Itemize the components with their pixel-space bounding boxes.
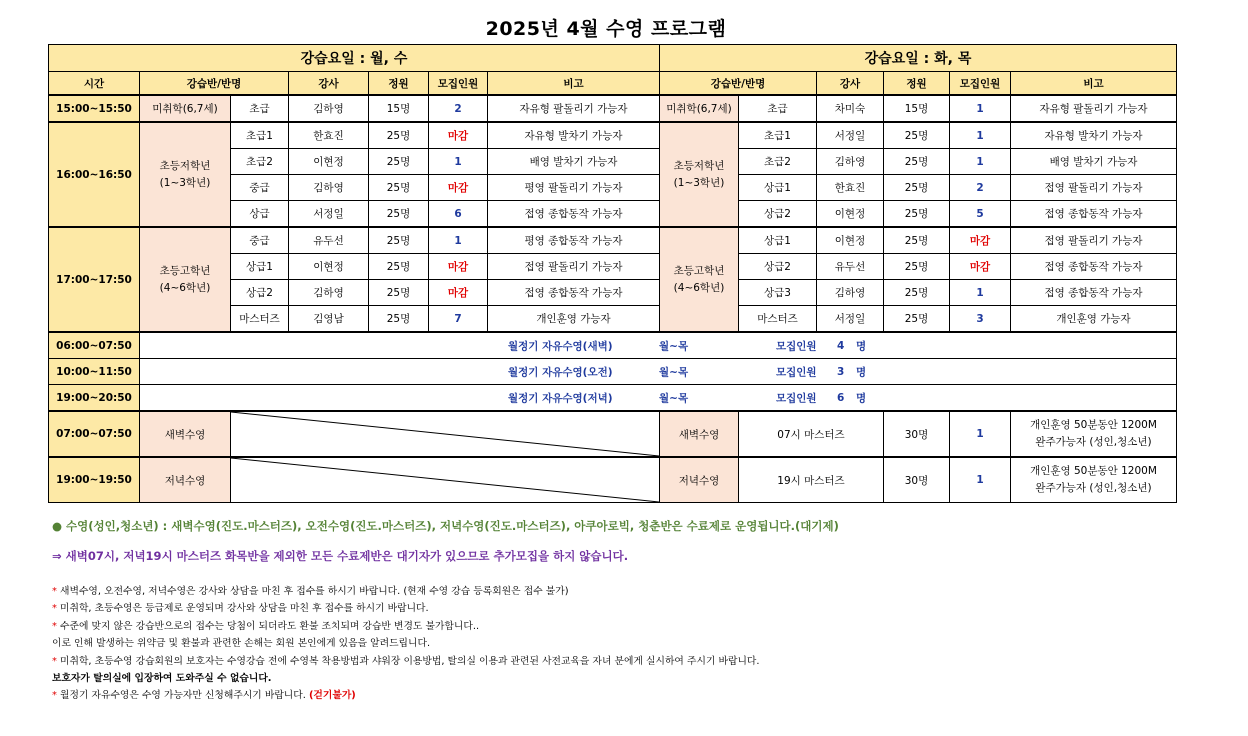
col-class-right: 강습반/반명	[660, 72, 817, 96]
free-swim-name: 월정기 자유수영(저녁)	[508, 392, 613, 404]
openings-cell: 3	[950, 306, 1011, 333]
openings-cell: 1	[950, 411, 1011, 457]
free-swim-name: 월정기 자유수영(새벽)	[508, 340, 613, 352]
note-line: 완주가능자 (성인,청소년)	[1035, 482, 1152, 494]
page-title: 2025년 4월 수영 프로그램	[485, 18, 727, 40]
free-swim-name: 월정기 자유수영(오전)	[508, 366, 613, 378]
free-swim-row	[49, 359, 1177, 385]
free-swim-count: 3	[837, 365, 845, 378]
note-item: * 미취학, 초등수영 강습회원의 보호자는 수영강습 전에 수영복 착용방법과 샤워장 이용방법, 탈의실 이용과 관련된 사전교육을 자녀 분에게 실시하여 주시기 바랍니다.	[52, 655, 760, 667]
note-cell: 접영 종합동작 가능자	[488, 201, 660, 228]
instructor-cell: 서정일	[817, 122, 884, 149]
capacity-cell: 25명	[884, 175, 950, 201]
note-cell: 접영 팔돌리기 가능자	[1011, 175, 1177, 201]
capacity-cell: 25명	[369, 306, 429, 333]
capacity-cell: 25명	[369, 280, 429, 306]
class-cell: 초급	[231, 95, 289, 122]
class-cell: 상급3	[739, 280, 817, 306]
capacity-cell: 25명	[884, 254, 950, 280]
class-cell: 상급1	[231, 254, 289, 280]
note-line: 개인훈영 50분동안 1200M	[1030, 465, 1157, 477]
class-cell: 상급1	[739, 227, 817, 254]
time-cell: 10:00~11:50	[49, 359, 140, 385]
table-row	[49, 227, 1177, 254]
openings-cell: 마감	[429, 254, 488, 280]
instructor-cell: 유두선	[817, 254, 884, 280]
group-line: 초등고학년	[159, 264, 211, 277]
purple-note: ⇒ 새벽07시, 저녁19시 마스터즈 화목반을 제외한 모든 수료제반은 대기자가 있으므로 추가모집을 하지 않습니다.	[52, 549, 629, 563]
instructor-cell: 유두선	[289, 227, 369, 254]
col-capacity: 정원	[369, 72, 429, 96]
instructor-cell: 서정일	[817, 306, 884, 333]
special-row	[49, 457, 1177, 503]
class-cell: 상급2	[739, 201, 817, 228]
note-cell: 개인훈영 가능자	[1011, 306, 1177, 333]
note-line: 완주가능자 (성인,청소년)	[1035, 436, 1152, 448]
col-class: 강습반/반명	[140, 72, 289, 96]
class-cell: 마스터즈	[231, 306, 289, 333]
note-cell: 접영 종합동작 가능자	[1011, 254, 1177, 280]
free-swim-label: 모집인원	[776, 366, 817, 378]
free-swim-days: 월~목	[659, 340, 689, 352]
openings-cell: 1	[429, 149, 488, 175]
openings-cell: 1	[950, 280, 1011, 306]
col-openings: 모집인원	[429, 72, 488, 96]
note-cell: 접영 종합동작 가능자	[1011, 201, 1177, 228]
openings-cell: 1	[950, 122, 1011, 149]
class-cell: 초급2	[231, 149, 289, 175]
note-cell: 자유형 발차기 가능자	[1011, 122, 1177, 149]
capacity-cell: 25명	[884, 280, 950, 306]
openings-cell: 1	[950, 457, 1011, 503]
instructor-cell: 서정일	[289, 201, 369, 228]
group-line: (4~6학년)	[159, 281, 211, 294]
col-capacity-right: 정원	[884, 72, 950, 96]
class-cell: 초급	[739, 95, 817, 122]
openings-cell: 5	[950, 201, 1011, 228]
free-swim-days: 월~목	[659, 392, 689, 404]
instructor-cell: 김하영	[289, 280, 369, 306]
note-cell: 배영 발차기 가능자	[488, 149, 660, 175]
group-line: (1~3학년)	[673, 176, 725, 189]
capacity-cell: 25명	[369, 175, 429, 201]
asterisk: *	[52, 603, 57, 615]
note-item: * 미취학, 초등수영은 등급제로 운영되며 강사와 상담을 마친 후 접수를 하시기 바랍니다.	[52, 603, 429, 615]
group-cell	[660, 227, 739, 332]
asterisk: *	[52, 655, 57, 667]
group-cell	[140, 122, 231, 227]
time-cell: 07:00~07:50	[49, 411, 140, 457]
openings-cell: 6	[429, 201, 488, 228]
note-cell: 접영 종합동작 가능자	[1011, 280, 1177, 306]
asterisk: *	[52, 690, 57, 702]
special-name-cell: 저녁수영	[140, 457, 231, 503]
capacity-cell: 25명	[369, 149, 429, 175]
note-cell: 자유형 팔돌리기 가능자	[1011, 95, 1177, 122]
openings-cell: 마감	[429, 175, 488, 201]
free-swim-info	[140, 332, 1177, 359]
group-line: 초등고학년	[673, 264, 725, 277]
note-cell: 접영 팔돌리기 가능자	[488, 254, 660, 280]
col-instructor: 강사	[289, 72, 369, 96]
instructor-cell: 이현정	[289, 149, 369, 175]
instructor-cell: 이현정	[289, 254, 369, 280]
special-class-cell: 19시 마스터즈	[739, 457, 884, 503]
free-swim-unit: 명	[856, 366, 867, 378]
asterisk: *	[52, 620, 57, 632]
walking-not-allowed: (걷기불가)	[308, 690, 356, 702]
openings-cell: 1	[950, 149, 1011, 175]
col-instructor-right: 강사	[817, 72, 884, 96]
note-item: 이로 인해 발생하는 위약금 및 환불과 관련한 손해는 회원 본인에게 있음을 알려드립니다.	[52, 638, 431, 650]
col-openings-right: 모집인원	[950, 72, 1011, 96]
instructor-cell: 차미숙	[817, 95, 884, 122]
class-cell: 초급1	[231, 122, 289, 149]
free-swim-unit: 명	[856, 340, 867, 352]
note-cell	[1011, 411, 1177, 457]
free-swim-count: 6	[837, 391, 845, 404]
notes-section	[52, 518, 1232, 705]
note-cell: 접영 종합동작 가능자	[488, 280, 660, 306]
class-cell: 초급2	[739, 149, 817, 175]
openings-cell: 1	[429, 227, 488, 254]
note-cell: 배영 발차기 가능자	[1011, 149, 1177, 175]
free-swim-days: 월~목	[659, 366, 689, 378]
free-swim-info	[140, 385, 1177, 412]
note-cell: 평영 종합동작 가능자	[488, 227, 660, 254]
day-header-right: 강습요일 : 화, 목	[660, 45, 1177, 72]
class-cell: 중급	[231, 227, 289, 254]
class-cell: 상급	[231, 201, 289, 228]
openings-cell: 마감	[950, 227, 1011, 254]
notes-list	[52, 583, 1232, 705]
free-swim-count: 4	[837, 339, 845, 352]
table-row	[49, 122, 1177, 149]
capacity-cell: 25명	[884, 227, 950, 254]
table-row	[49, 95, 1177, 122]
group-cell: 미취학(6,7세)	[140, 95, 231, 122]
group-cell	[140, 227, 231, 332]
openings-cell: 7	[429, 306, 488, 333]
note-line: 개인훈영 50분동안 1200M	[1030, 419, 1157, 431]
note-item: * 월정기 자유수영은 수영 가능자만 신청해주시기 바랍니다. (걷기불가)	[52, 690, 356, 702]
openings-cell: 마감	[429, 280, 488, 306]
class-cell: 초급1	[739, 122, 817, 149]
time-cell: 16:00~16:50	[49, 122, 140, 227]
free-swim-label: 모집인원	[776, 392, 817, 404]
group-line: 초등저학년	[159, 159, 211, 172]
note-item: * 새벽수영, 오전수영, 저녁수영은 강사와 상담을 마친 후 접수를 하시기 바랍니다. (현재 수영 강습 등록회원은 접수 불가)	[52, 586, 569, 597]
capacity-cell: 25명	[369, 227, 429, 254]
class-cell: 마스터즈	[739, 306, 817, 333]
time-cell: 17:00~17:50	[49, 227, 140, 332]
instructor-cell: 김하영	[817, 280, 884, 306]
openings-cell: 마감	[950, 254, 1011, 280]
day-header-left: 강습요일 : 월, 수	[49, 45, 660, 72]
instructor-cell: 김하영	[817, 149, 884, 175]
note-cell: 접영 팔돌리기 가능자	[1011, 227, 1177, 254]
capacity-cell: 30명	[884, 411, 950, 457]
asterisk: *	[52, 586, 57, 597]
note-cell: 개인훈영 가능자	[488, 306, 660, 333]
note-cell: 평영 팔돌리기 가능자	[488, 175, 660, 201]
diagonal-line	[231, 412, 659, 456]
instructor-cell: 김영남	[289, 306, 369, 333]
free-swim-label: 모집인원	[776, 340, 817, 352]
note-cell	[1011, 457, 1177, 503]
special-class-cell: 07시 마스터즈	[739, 411, 884, 457]
diagonal-line	[231, 458, 659, 502]
capacity-cell: 25명	[369, 201, 429, 228]
special-row	[49, 411, 1177, 457]
openings-cell: 2	[429, 95, 488, 122]
free-swim-info	[140, 359, 1177, 385]
class-cell: 중급	[231, 175, 289, 201]
openings-cell: 1	[950, 95, 1011, 122]
capacity-cell: 25명	[884, 306, 950, 333]
col-note: 비고	[488, 72, 660, 96]
class-cell: 상급2	[739, 254, 817, 280]
col-time: 시간	[49, 72, 140, 96]
openings-cell: 마감	[429, 122, 488, 149]
time-cell: 06:00~07:50	[49, 332, 140, 359]
instructor-cell: 한효진	[289, 122, 369, 149]
special-name-cell: 저녁수영	[660, 457, 739, 503]
instructor-cell: 한효진	[817, 175, 884, 201]
group-cell	[660, 122, 739, 227]
class-cell: 상급1	[739, 175, 817, 201]
schedule-table	[48, 44, 1177, 503]
instructor-cell: 이현정	[817, 227, 884, 254]
special-name-cell: 새벽수영	[140, 411, 231, 457]
openings-cell: 2	[950, 175, 1011, 201]
group-line: 초등저학년	[673, 159, 725, 172]
group-line: (4~6학년)	[673, 281, 725, 294]
col-note-right: 비고	[1011, 72, 1177, 96]
note-cell: 자유형 발차기 가능자	[488, 122, 660, 149]
capacity-cell: 25명	[884, 149, 950, 175]
green-note: ● 수영(성인,청소년) : 새벽수영(진도.마스터즈), 오전수영(진도.마스터즈), 저녁수영(진도.마스터즈), 아쿠아로빅, 청춘반은 수료제로 운영됩니다.(대기제)	[52, 519, 839, 533]
special-name-cell: 새벽수영	[660, 411, 739, 457]
capacity-cell: 25명	[884, 201, 950, 228]
time-cell: 15:00~15:50	[49, 95, 140, 122]
instructor-cell: 이현정	[817, 201, 884, 228]
free-swim-row	[49, 332, 1177, 359]
capacity-cell: 15명	[369, 95, 429, 122]
empty-slot	[231, 457, 660, 503]
capacity-cell: 25명	[369, 254, 429, 280]
instructor-cell: 김하영	[289, 95, 369, 122]
group-cell: 미취학(6,7세)	[660, 95, 739, 122]
capacity-cell: 15명	[884, 95, 950, 122]
free-swim-row	[49, 385, 1177, 412]
time-cell: 19:00~19:50	[49, 457, 140, 503]
capacity-cell: 25명	[884, 122, 950, 149]
note-item: 보호자가 탈의실에 입장하여 도와주실 수 없습니다.	[52, 673, 272, 685]
note-cell: 자유형 팔돌리기 가능자	[488, 95, 660, 122]
empty-slot	[231, 411, 660, 457]
free-swim-unit: 명	[856, 392, 867, 404]
group-line: (1~3학년)	[159, 176, 211, 189]
instructor-cell: 김하영	[289, 175, 369, 201]
capacity-cell: 25명	[369, 122, 429, 149]
time-cell: 19:00~20:50	[49, 385, 140, 412]
class-cell: 상급2	[231, 280, 289, 306]
capacity-cell: 30명	[884, 457, 950, 503]
note-item: * 수준에 맞지 않은 강습반으로의 접수는 당첨이 되더라도 환불 조치되며 강습반 변경도 불가합니다..	[52, 620, 480, 632]
